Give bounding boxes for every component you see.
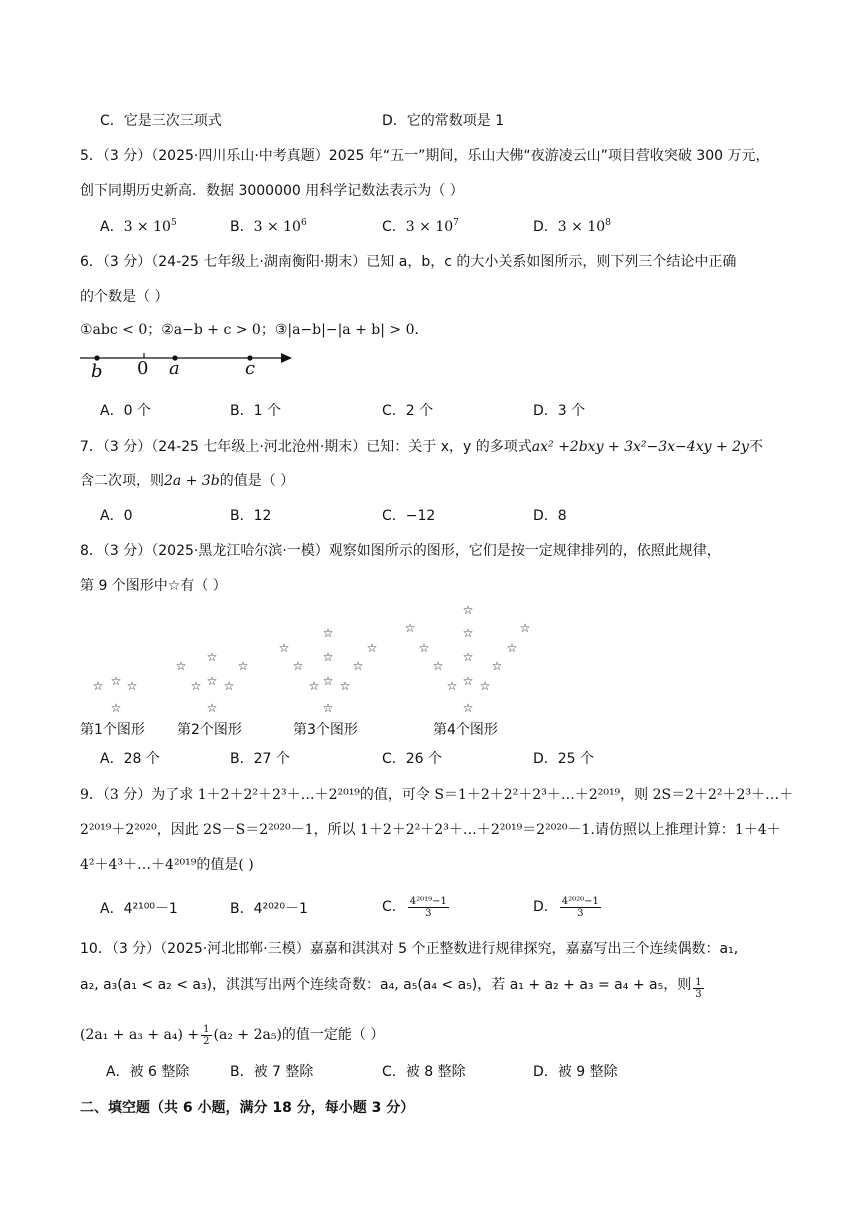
- star-icon: ☆: [206, 674, 218, 688]
- label-c: c: [245, 358, 256, 379]
- q6-stem-line1: 6．（3 分）（24-25 七年级上·湖南衡阳·期末）已知 a，b，c 的大小关系如图所示，则下列三个结论中正确: [80, 254, 737, 270]
- q6-stem-line2: 的个数是（ ）: [80, 289, 169, 305]
- q5-option-d: D．$3 \times 10^8$: [533, 218, 611, 235]
- q7-option-c: C．−12: [382, 508, 436, 524]
- q8-option-a: A．28 个: [100, 751, 160, 767]
- star-icon: ☆: [206, 650, 218, 664]
- q10-option-b: B．被 7 整除: [230, 1064, 314, 1080]
- star-icon: ☆: [519, 621, 531, 635]
- figure-label-4: 第4个图形: [433, 722, 498, 738]
- point-b: [94, 355, 99, 360]
- star-icon: ☆: [432, 659, 444, 673]
- q5-stem-line1: 5．（3 分）（2025·四川乐山·中考真题）2025 年“五一”期间，乐山大佛“夜游凌云山”项目营收突破 300 万元，: [80, 148, 770, 164]
- q8-option-b: B．27 个: [230, 751, 290, 767]
- q6-option-a: A．0 个: [100, 403, 151, 419]
- star-icon: ☆: [190, 679, 202, 693]
- star-icon: ☆: [292, 659, 304, 673]
- q6-option-b: B．1 个: [230, 403, 281, 419]
- star-icon: ☆: [278, 641, 290, 655]
- q9-stem-line1: 9．（3 分）为了求 1＋2＋2²＋2³＋…＋2²⁰¹⁹的值，可令 S＝1＋2＋2²＋2³＋…＋2²⁰¹⁹，则 2S＝2＋2²＋2³＋…＋: [80, 787, 794, 803]
- star-icon: ☆: [506, 641, 518, 655]
- star-icon: ☆: [418, 641, 430, 655]
- q10-stem-line1: 10．（3 分）（2025·河北邯郸·三模）嘉嘉和淇淇对 5 个正整数进行规律探究，嘉嘉写出三个连续偶数：a₁,: [80, 941, 739, 957]
- q9-stem-line2: 2²⁰¹⁹＋2²⁰²⁰，因此 2S－S＝2²⁰²⁰－1，所以 1＋2＋2²＋2³＋…＋2²⁰¹⁹＝2²⁰²⁰－1.请仿照以上推理计算：1＋4＋: [80, 822, 781, 838]
- star-icon: ☆: [479, 679, 491, 693]
- star-icon: ☆: [491, 659, 503, 673]
- q9-option-b: B．4²⁰²⁰－1: [230, 901, 308, 917]
- label-zero: 0: [137, 358, 149, 379]
- number-line: [78, 346, 298, 382]
- q6-option-c: C．2 个: [382, 403, 434, 419]
- q9-option-d: D． $\frac{\text{4²⁰²⁰−1}}{3}$: [533, 895, 599, 919]
- label-b: b: [91, 361, 103, 382]
- q6-conclusions: ①abc < 0；②a−b + c > 0；③|a−b|−|a + b| > 0．: [80, 322, 429, 338]
- star-icon: ☆: [404, 621, 416, 635]
- q9-stem-line3: 4²＋4³＋…＋4²⁰¹⁹的值是( ): [80, 857, 254, 873]
- star-icon: ☆: [462, 674, 474, 688]
- q7-option-d: D．8: [533, 508, 567, 524]
- label-a: a: [169, 358, 180, 379]
- q9-option-a: A．4²¹⁰⁰－1: [100, 901, 178, 917]
- star-icon: ☆: [206, 701, 218, 715]
- q7-option-b: B．12: [230, 508, 272, 524]
- number-line-arrow: [281, 353, 292, 363]
- q10-option-a: A．被 6 整除: [106, 1064, 190, 1080]
- star-icon: ☆: [237, 659, 249, 673]
- q7-stem-line1: 7．（3 分）（24-25 七年级上·河北沧州·期末）已知：关于 x，y 的多项式ax² +2bxy + 3x²−3x−4xy + 2y不: [80, 439, 763, 455]
- section-2-title: 二、填空题（共 6 小题，满分 18 分，每小题 3 分）: [80, 1100, 415, 1116]
- figure-label-2: 第2个图形: [177, 722, 242, 738]
- q5-option-c: C．$3 \times 10^7$: [382, 218, 459, 235]
- star-icon: ☆: [110, 701, 122, 715]
- star-icon: ☆: [339, 679, 351, 693]
- q10-option-d: D．被 9 整除: [533, 1064, 618, 1080]
- q7-stem-line2: 含二次项，则2a + 3b的值是（ ）: [80, 473, 295, 489]
- star-icon: ☆: [92, 679, 104, 693]
- q8-stem-line2: 第 9 个图形中☆有（ ）: [80, 578, 227, 594]
- q5-option-a: A．$3 \times 10^5$: [100, 218, 177, 235]
- star-icon: ☆: [110, 674, 122, 688]
- star-icon: ☆: [175, 659, 187, 673]
- q8-option-d: D．25 个: [533, 751, 595, 767]
- star-icon: ☆: [352, 659, 364, 673]
- star-icon: ☆: [223, 679, 235, 693]
- q8-stem-line1: 8．（3 分）（2025·黑龙江哈尔滨·一模）观察如图所示的图形，它们是按一定规律排列的，依照此规律，: [80, 543, 721, 559]
- star-icon: ☆: [126, 679, 138, 693]
- figure-label-1: 第1个图形: [80, 722, 145, 738]
- q4-option-c: C．它是三次三项式: [100, 113, 222, 129]
- star-icon: ☆: [366, 641, 378, 655]
- star-icon: ☆: [462, 626, 474, 640]
- q5-option-b: B．$3 \times 10^6$: [230, 218, 307, 235]
- q5-stem-line2: 创下同期历史新高．数据 3000000 用科学记数法表示为（ ）: [80, 183, 464, 199]
- star-icon: ☆: [462, 603, 474, 617]
- star-icon: ☆: [462, 701, 474, 715]
- star-icon: ☆: [322, 650, 334, 664]
- figure-label-3: 第3个图形: [293, 722, 358, 738]
- q8-option-c: C．26 个: [382, 751, 443, 767]
- q10-stem-line3: (2a₁ + a₃ + a₄) + $\frac{1}{2}$ (a₂ + 2a₅)的值一定能（ ）: [80, 1023, 385, 1047]
- star-icon: ☆: [322, 626, 334, 640]
- q4-option-d: D．它的常数项是 1: [382, 113, 505, 129]
- q10-option-c: C．被 8 整除: [382, 1064, 466, 1080]
- star-icon: ☆: [462, 650, 474, 664]
- star-icon: ☆: [308, 679, 320, 693]
- q9-option-c: C． $\frac{\text{4²⁰¹⁹−1}}{3}$: [382, 895, 447, 919]
- q7-option-a: A．0: [100, 508, 133, 524]
- star-icon: ☆: [322, 701, 334, 715]
- star-icon: ☆: [446, 679, 458, 693]
- q6-option-d: D．3 个: [533, 403, 586, 419]
- q10-stem-line2: a₂, a₃(a₁ < a₂ < a₃)，淇淇写出两个连续奇数：a₄, a₅(a₄ < a₅)，若 a₁ + a₂ + a₃ = a₄ + a₅，则 $\frac{1}{3}$: [80, 977, 702, 1000]
- star-icon: ☆: [322, 674, 334, 688]
